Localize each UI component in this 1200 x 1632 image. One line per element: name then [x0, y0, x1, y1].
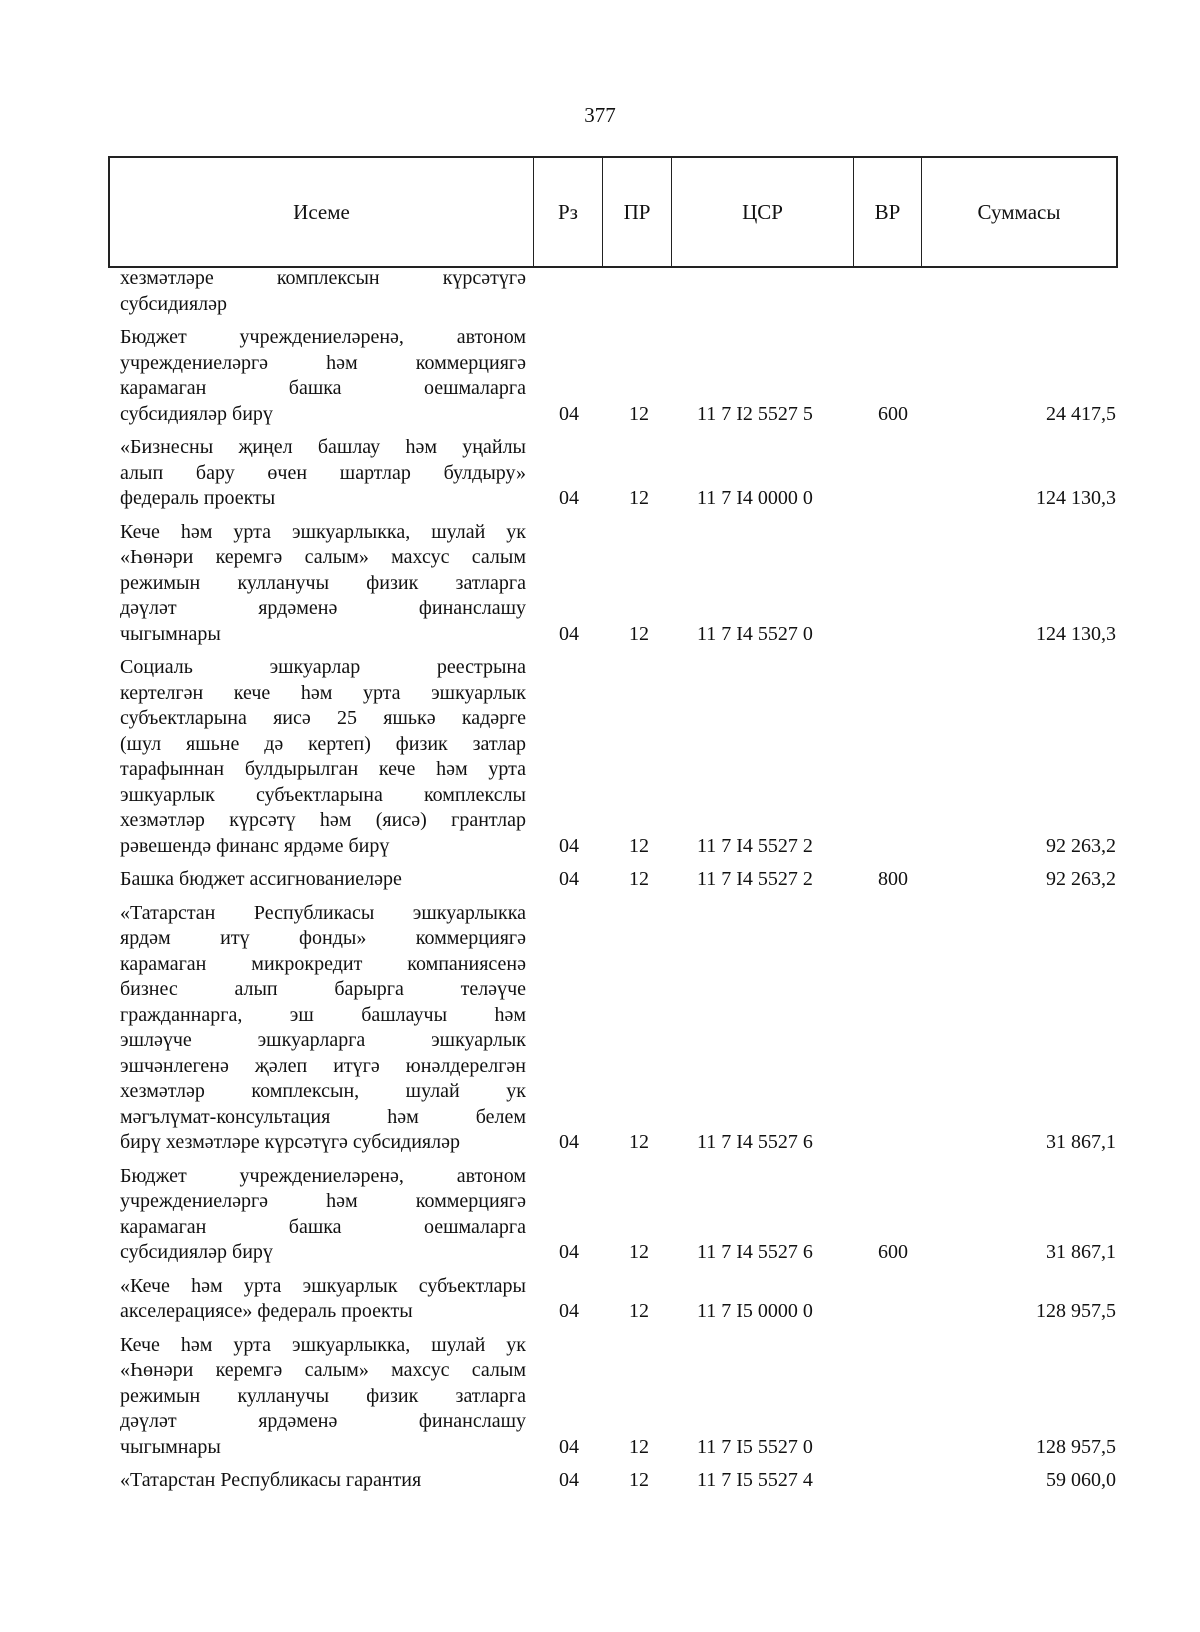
cell-rz: 04: [559, 868, 579, 890]
cell-sum: 31 867,1: [1046, 1241, 1116, 1263]
row-name-line: «Һөнәри керемгә салым» махсус салым: [120, 1359, 526, 1381]
row-name-line: дәүләт ярдәменә финанслашу: [120, 597, 526, 619]
row-values: [120, 1299, 1116, 1325]
cell-rz: 04: [559, 834, 579, 857]
row-name-line: федераль проекты: [120, 487, 276, 509]
cell-csr: 11 7 I5 5527 4: [697, 1469, 813, 1491]
cell-pr: 12: [629, 1469, 649, 1491]
row-name-line: дәүләт ярдәменә финанслашу: [120, 1410, 526, 1432]
row-values: [120, 867, 1116, 893]
cell-pr: 12: [629, 1300, 649, 1322]
row-name-line: акселерациясе» федераль проекты: [120, 1300, 413, 1322]
row-name-line: рәвешендә финанс ярдәме бирү: [120, 834, 390, 857]
table-row: [120, 1164, 1116, 1266]
row-name-line: субсидияләр бирү: [120, 402, 273, 425]
row-name-line: карамаган башка оешмаларга: [120, 1215, 526, 1238]
cell-sum: 128 957,5: [1036, 1435, 1116, 1458]
cell-rz: 04: [559, 1300, 579, 1322]
table-row: [120, 266, 1116, 317]
row-values: [120, 1240, 1116, 1266]
table-row: [120, 867, 1116, 893]
cell-sum: 128 957,5: [1036, 1300, 1116, 1322]
row-name-line: чыгымнары: [120, 1435, 221, 1458]
cell-rz: 04: [559, 1131, 579, 1153]
row-name-line: карамаган башка оешмаларга: [120, 377, 526, 399]
row-name-line: Кече һәм урта эшкуарлыкка, шулай ук: [120, 520, 526, 543]
row-name-line: мәгълүмат-консультация һәм белем: [120, 1105, 526, 1128]
column-header-name: Исеме: [110, 158, 534, 266]
row-name-line: карамаган микрокредит компаниясенә: [120, 952, 526, 975]
row-name-line: режимын кулланучы физик затларга: [120, 1384, 526, 1407]
cell-csr: 11 7 I4 5527 2: [697, 834, 813, 857]
row-values: [120, 402, 1116, 428]
table-row: [120, 1333, 1116, 1461]
cell-csr: 11 7 I4 0000 0: [697, 487, 813, 509]
cell-csr: 11 7 I4 5527 6: [697, 1131, 813, 1153]
table-row: [120, 1468, 1116, 1494]
cell-vr: 600: [878, 402, 908, 425]
cell-sum: 31 867,1: [1046, 1131, 1116, 1153]
row-name: [120, 655, 526, 859]
table-row: [120, 325, 1116, 427]
cell-rz: 04: [559, 1435, 579, 1458]
row-name-line: «Һөнәри керемгә салым» махсус салым: [120, 546, 526, 568]
row-name-line: эшчәнлегенә җәлеп итүгә юнәлдерелгән: [120, 1054, 526, 1077]
row-name-line: «Бизнесны җиңел башлау һәм уңайлы: [120, 436, 526, 458]
row-values: [120, 1435, 1116, 1461]
cell-pr: 12: [629, 1131, 649, 1153]
row-name: [120, 901, 526, 1156]
table-row: [120, 435, 1116, 512]
table-row: [120, 520, 1116, 648]
row-name-line: эшкуарлык субъектларына комплекслы: [120, 783, 526, 806]
row-name-line: чыгымнары: [120, 622, 221, 645]
cell-pr: 12: [629, 834, 649, 857]
cell-sum: 124 130,3: [1036, 487, 1116, 509]
cell-pr: 12: [629, 868, 649, 890]
row-name-line: Кече һәм урта эшкуарлыкка, шулай ук: [120, 1333, 526, 1356]
row-name-line: (шул яшьне дә кертеп) физик затлар: [120, 732, 526, 755]
page-number: 377: [584, 103, 616, 127]
row-name-line: Бюджет учреждениеләренә, автоном: [120, 326, 526, 348]
table-body: [120, 266, 1116, 1502]
row-name-line: бирү хезмәтләре күрсәтүгә субсидияләр: [120, 1131, 460, 1153]
row-name-line: гражданнарга, эш башлаучы һәм: [120, 1003, 526, 1026]
cell-vr: 600: [878, 1241, 908, 1263]
row-name-line: Социаль эшкуарлар реестрына: [120, 656, 526, 678]
row-name-line: режимын кулланучы физик затларга: [120, 571, 526, 594]
table-row: [120, 655, 1116, 859]
cell-pr: 12: [629, 1435, 649, 1458]
row-name-line: субъектларына яисә 25 яшькә кадәрге: [120, 707, 526, 729]
row-name-line: бизнес алып барырга теләүче: [120, 978, 526, 1000]
cell-csr: 11 7 I5 0000 0: [697, 1300, 813, 1322]
cell-csr: 11 7 I5 5527 0: [697, 1435, 813, 1458]
cell-sum: 124 130,3: [1036, 622, 1116, 645]
row-name-line: хезмәтләр комплексын, шулай ук: [120, 1080, 526, 1102]
cell-csr: 11 7 I2 5527 5: [697, 402, 813, 425]
row-name-line: эшләүче эшкуарларга эшкуарлык: [120, 1029, 526, 1051]
column-header-rz: Рз: [534, 158, 603, 266]
cell-pr: 12: [629, 487, 649, 509]
table-header: [108, 156, 1118, 268]
cell-pr: 12: [629, 622, 649, 645]
cell-csr: 11 7 I4 5527 0: [697, 622, 813, 645]
column-header-sum: Суммасы: [977, 199, 1061, 224]
row-name-line: «Татарстан Республикасы гарантия: [120, 1469, 422, 1491]
row-name-line: алып бару өчен шартлар булдыру»: [120, 461, 526, 484]
table-row: [120, 1274, 1116, 1325]
table-row: [120, 901, 1116, 1156]
row-name-line: Башка бюджет ассигнованиеләре: [120, 868, 402, 890]
column-header-csr: ЦСР: [672, 158, 854, 266]
cell-csr: 11 7 I4 5527 6: [697, 1241, 813, 1263]
cell-rz: 04: [559, 1241, 579, 1263]
row-name-line: хезмәтләре комплексын күрсәтүгә: [120, 267, 526, 289]
row-name-line: субсидияләр: [120, 292, 228, 315]
row-values: [120, 834, 1116, 860]
row-name-line: «Кече һәм урта эшкуарлык субъектлары: [120, 1274, 526, 1297]
cell-pr: 12: [629, 1241, 649, 1263]
column-header-pr: ПР: [603, 158, 672, 266]
row-name-line: ярдәм итү фонды» коммерциягә: [120, 927, 526, 949]
row-name-line: субсидияләр бирү: [120, 1241, 273, 1263]
row-values: [120, 486, 1116, 512]
row-name-line: учреждениеләргә һәм коммерциягә: [120, 1190, 526, 1212]
cell-rz: 04: [559, 622, 579, 645]
row-values: [120, 292, 1116, 318]
row-values: [120, 1130, 1116, 1156]
row-values: [120, 622, 1116, 648]
row-values: [120, 1468, 1116, 1494]
cell-rz: 04: [559, 487, 579, 509]
cell-sum: 59 060,0: [1046, 1469, 1116, 1491]
cell-sum: 92 263,2: [1046, 868, 1116, 890]
cell-vr: 800: [878, 868, 908, 890]
cell-sum: 92 263,2: [1046, 834, 1116, 857]
cell-rz: 04: [559, 1469, 579, 1491]
cell-sum: 24 417,5: [1046, 402, 1116, 425]
row-name-line: хезмәтләр күрсәтү һәм (яисә) грантлар: [120, 809, 526, 831]
cell-pr: 12: [629, 402, 649, 425]
cell-rz: 04: [559, 402, 579, 425]
row-name-line: тарафыннан булдырылган кече һәм урта: [120, 758, 526, 780]
row-name-line: «Татарстан Республикасы эшкуарлыкка: [120, 901, 526, 924]
column-header-vr: ВР: [854, 158, 922, 266]
row-name-line: Бюджет учреждениеләренә, автоном: [120, 1164, 526, 1187]
row-name-line: учреждениеләргә һәм коммерциягә: [120, 351, 526, 374]
cell-csr: 11 7 I4 5527 2: [697, 868, 813, 890]
row-name-line: кертелгән кече һәм урта эшкуарлык: [120, 681, 526, 704]
